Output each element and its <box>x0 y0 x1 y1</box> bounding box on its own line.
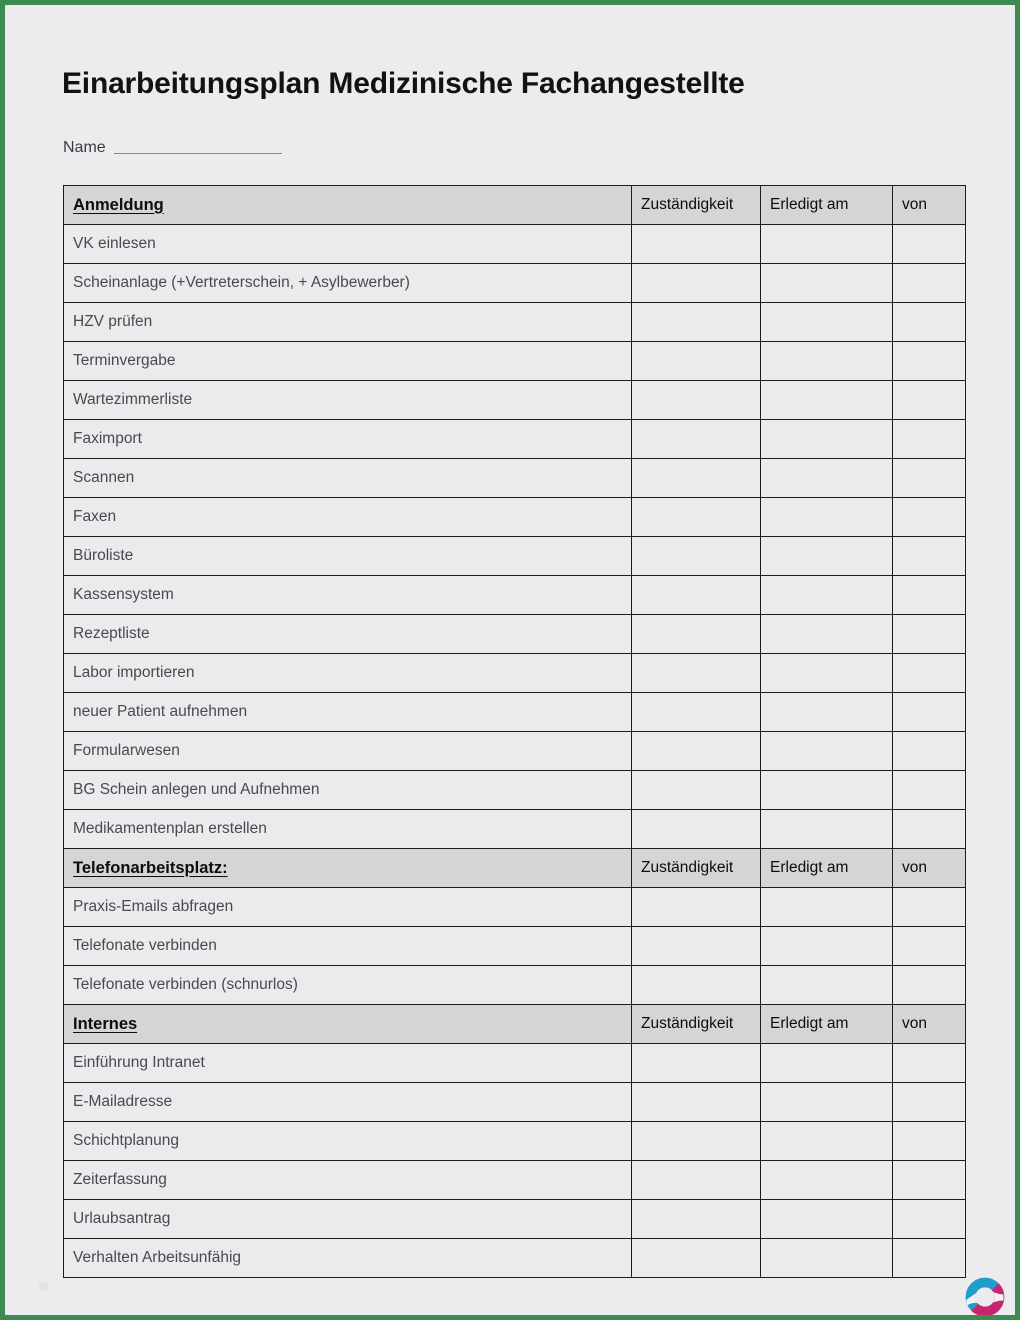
task-cell: Wartezimmerliste <box>64 381 632 420</box>
table-row <box>64 303 966 342</box>
task-cell: Kassensystem <box>64 576 632 615</box>
responsible-cell[interactable] <box>632 1161 761 1200</box>
task-cell: Verhalten Arbeitsunfähig <box>64 1239 632 1278</box>
table-row <box>64 342 966 381</box>
task-cell: Büroliste <box>64 537 632 576</box>
responsible-cell[interactable] <box>632 654 761 693</box>
done-on-cell[interactable] <box>761 1044 893 1083</box>
section-header-row <box>64 1005 966 1044</box>
column-header-responsible-label: Zuständigkeit <box>641 1015 734 1032</box>
column-header-done-on <box>761 849 893 888</box>
done-on-cell[interactable] <box>761 303 893 342</box>
done-on-cell[interactable] <box>761 264 893 303</box>
by-cell[interactable] <box>893 537 966 576</box>
by-cell[interactable] <box>893 615 966 654</box>
section-heading-label: Internes <box>73 1014 138 1033</box>
by-cell[interactable] <box>893 1044 966 1083</box>
done-on-cell[interactable] <box>761 615 893 654</box>
done-on-cell[interactable] <box>761 810 893 849</box>
done-on-cell[interactable] <box>761 888 893 927</box>
section-heading <box>64 186 632 225</box>
done-on-cell[interactable] <box>761 1239 893 1278</box>
task-cell: BG Schein anlegen und Aufnehmen <box>64 771 632 810</box>
done-on-cell[interactable] <box>761 459 893 498</box>
done-on-cell[interactable] <box>761 342 893 381</box>
by-cell[interactable] <box>893 420 966 459</box>
responsible-cell[interactable] <box>632 381 761 420</box>
responsible-cell[interactable] <box>632 225 761 264</box>
table-row <box>64 1239 966 1278</box>
responsible-cell[interactable] <box>632 615 761 654</box>
responsible-cell[interactable] <box>632 810 761 849</box>
column-header-done-on-label: Erledigt am <box>770 196 849 213</box>
task-cell: Terminvergabe <box>64 342 632 381</box>
done-on-cell[interactable] <box>761 1083 893 1122</box>
task-cell: neuer Patient aufnehmen <box>64 693 632 732</box>
responsible-cell[interactable] <box>632 498 761 537</box>
column-header-by-label: von <box>902 859 927 876</box>
task-cell: Rezeptliste <box>64 615 632 654</box>
table-row <box>64 810 966 849</box>
responsible-cell[interactable] <box>632 966 761 1005</box>
responsible-cell[interactable] <box>632 576 761 615</box>
table-row <box>64 225 966 264</box>
task-cell: Telefonate verbinden (schnurlos) <box>64 966 632 1005</box>
responsible-cell[interactable] <box>632 303 761 342</box>
responsible-cell[interactable] <box>632 1044 761 1083</box>
column-header-by-label: von <box>902 196 927 213</box>
table-row <box>64 927 966 966</box>
responsible-cell[interactable] <box>632 771 761 810</box>
done-on-cell[interactable] <box>761 966 893 1005</box>
by-cell[interactable] <box>893 459 966 498</box>
by-cell[interactable] <box>893 303 966 342</box>
section-heading-label: Telefonarbeitsplatz: <box>73 858 228 877</box>
name-label: Name <box>63 139 106 156</box>
done-on-cell[interactable] <box>761 1200 893 1239</box>
table-row <box>64 537 966 576</box>
table-row <box>64 1200 966 1239</box>
column-header-responsible-label: Zuständigkeit <box>641 196 734 213</box>
task-cell: HZV prüfen <box>64 303 632 342</box>
responsible-cell[interactable] <box>632 1083 761 1122</box>
responsible-cell[interactable] <box>632 342 761 381</box>
table-row <box>64 1083 966 1122</box>
table-row <box>64 1161 966 1200</box>
section-heading <box>64 1005 632 1044</box>
by-cell[interactable] <box>893 1161 966 1200</box>
onboarding-plan-table <box>63 185 966 1278</box>
name-input-line[interactable] <box>114 153 282 154</box>
responsible-cell[interactable] <box>632 1122 761 1161</box>
table-row <box>64 966 966 1005</box>
table-row <box>64 420 966 459</box>
done-on-cell[interactable] <box>761 693 893 732</box>
table-row <box>64 459 966 498</box>
by-cell[interactable] <box>893 342 966 381</box>
task-cell: Faximport <box>64 420 632 459</box>
responsible-cell[interactable] <box>632 459 761 498</box>
done-on-cell[interactable] <box>761 1122 893 1161</box>
responsible-cell[interactable] <box>632 1239 761 1278</box>
by-cell[interactable] <box>893 1239 966 1278</box>
task-cell: Zeiterfassung <box>64 1161 632 1200</box>
section-header-row <box>64 849 966 888</box>
task-cell: Labor importieren <box>64 654 632 693</box>
table-row <box>64 264 966 303</box>
done-on-cell[interactable] <box>761 927 893 966</box>
responsible-cell[interactable] <box>632 927 761 966</box>
done-on-cell[interactable] <box>761 498 893 537</box>
by-cell[interactable] <box>893 498 966 537</box>
task-cell: Scannen <box>64 459 632 498</box>
section-header-row <box>64 186 966 225</box>
task-cell: Telefonate verbinden <box>64 927 632 966</box>
by-cell[interactable] <box>893 1200 966 1239</box>
by-cell[interactable] <box>893 810 966 849</box>
by-cell[interactable] <box>893 381 966 420</box>
done-on-cell[interactable] <box>761 732 893 771</box>
table-body <box>64 186 966 1278</box>
by-cell[interactable] <box>893 771 966 810</box>
task-cell: Praxis-Emails abfragen <box>64 888 632 927</box>
done-on-cell[interactable] <box>761 381 893 420</box>
column-header-by-label: von <box>902 1015 927 1032</box>
task-cell: Einführung Intranet <box>64 1044 632 1083</box>
responsible-cell[interactable] <box>632 888 761 927</box>
table-row <box>64 732 966 771</box>
by-cell[interactable] <box>893 654 966 693</box>
task-cell: Formularwesen <box>64 732 632 771</box>
responsible-cell[interactable] <box>632 1200 761 1239</box>
table-row <box>64 654 966 693</box>
by-cell[interactable] <box>893 576 966 615</box>
swirl-circle-logo <box>963 1275 1007 1319</box>
table-row <box>64 498 966 537</box>
column-header-done-on-label: Erledigt am <box>770 1015 849 1032</box>
column-header-responsible <box>632 186 761 225</box>
table-row <box>64 771 966 810</box>
by-cell[interactable] <box>893 1122 966 1161</box>
table-row <box>64 615 966 654</box>
table-row <box>64 693 966 732</box>
task-cell: Scheinanlage (+Vertreterschein, + Asylbewerber) <box>64 264 632 303</box>
done-on-cell[interactable] <box>761 576 893 615</box>
done-on-cell[interactable] <box>761 420 893 459</box>
task-cell: Medikamentenplan erstellen <box>64 810 632 849</box>
responsible-cell[interactable] <box>632 693 761 732</box>
task-cell: Schichtplanung <box>64 1122 632 1161</box>
column-header-done-on <box>761 1005 893 1044</box>
table-row <box>64 381 966 420</box>
task-cell: Faxen <box>64 498 632 537</box>
done-on-cell[interactable] <box>761 654 893 693</box>
table-row <box>64 888 966 927</box>
by-cell[interactable] <box>893 225 966 264</box>
column-header-done-on-label: Erledigt am <box>770 859 849 876</box>
task-cell: E-Mailadresse <box>64 1083 632 1122</box>
section-heading <box>64 849 632 888</box>
column-header-responsible-label: Zuständigkeit <box>641 859 734 876</box>
by-cell[interactable] <box>893 732 966 771</box>
column-header-done-on <box>761 186 893 225</box>
done-on-cell[interactable] <box>761 537 893 576</box>
page-title: Einarbeitungsplan Medizinische Fachangestellte <box>62 67 745 100</box>
done-on-cell[interactable] <box>761 771 893 810</box>
by-cell[interactable] <box>893 927 966 966</box>
by-cell[interactable] <box>893 888 966 927</box>
table-row <box>64 576 966 615</box>
by-cell[interactable] <box>893 1083 966 1122</box>
table-row <box>64 1044 966 1083</box>
column-header-by <box>893 849 966 888</box>
task-cell: VK einlesen <box>64 225 632 264</box>
done-on-cell[interactable] <box>761 225 893 264</box>
table-row <box>64 1122 966 1161</box>
column-header-by <box>893 1005 966 1044</box>
by-cell[interactable] <box>893 966 966 1005</box>
done-on-cell[interactable] <box>761 1161 893 1200</box>
responsible-cell[interactable] <box>632 420 761 459</box>
by-cell[interactable] <box>893 693 966 732</box>
column-header-responsible <box>632 849 761 888</box>
by-cell[interactable] <box>893 264 966 303</box>
task-cell: Urlaubsantrag <box>64 1200 632 1239</box>
responsible-cell[interactable] <box>632 264 761 303</box>
column-header-by <box>893 186 966 225</box>
responsible-cell[interactable] <box>632 732 761 771</box>
page-corner-mark <box>39 1282 48 1291</box>
section-heading-label: Anmeldung <box>73 195 164 214</box>
column-header-responsible <box>632 1005 761 1044</box>
responsible-cell[interactable] <box>632 537 761 576</box>
name-field-row <box>63 139 282 157</box>
